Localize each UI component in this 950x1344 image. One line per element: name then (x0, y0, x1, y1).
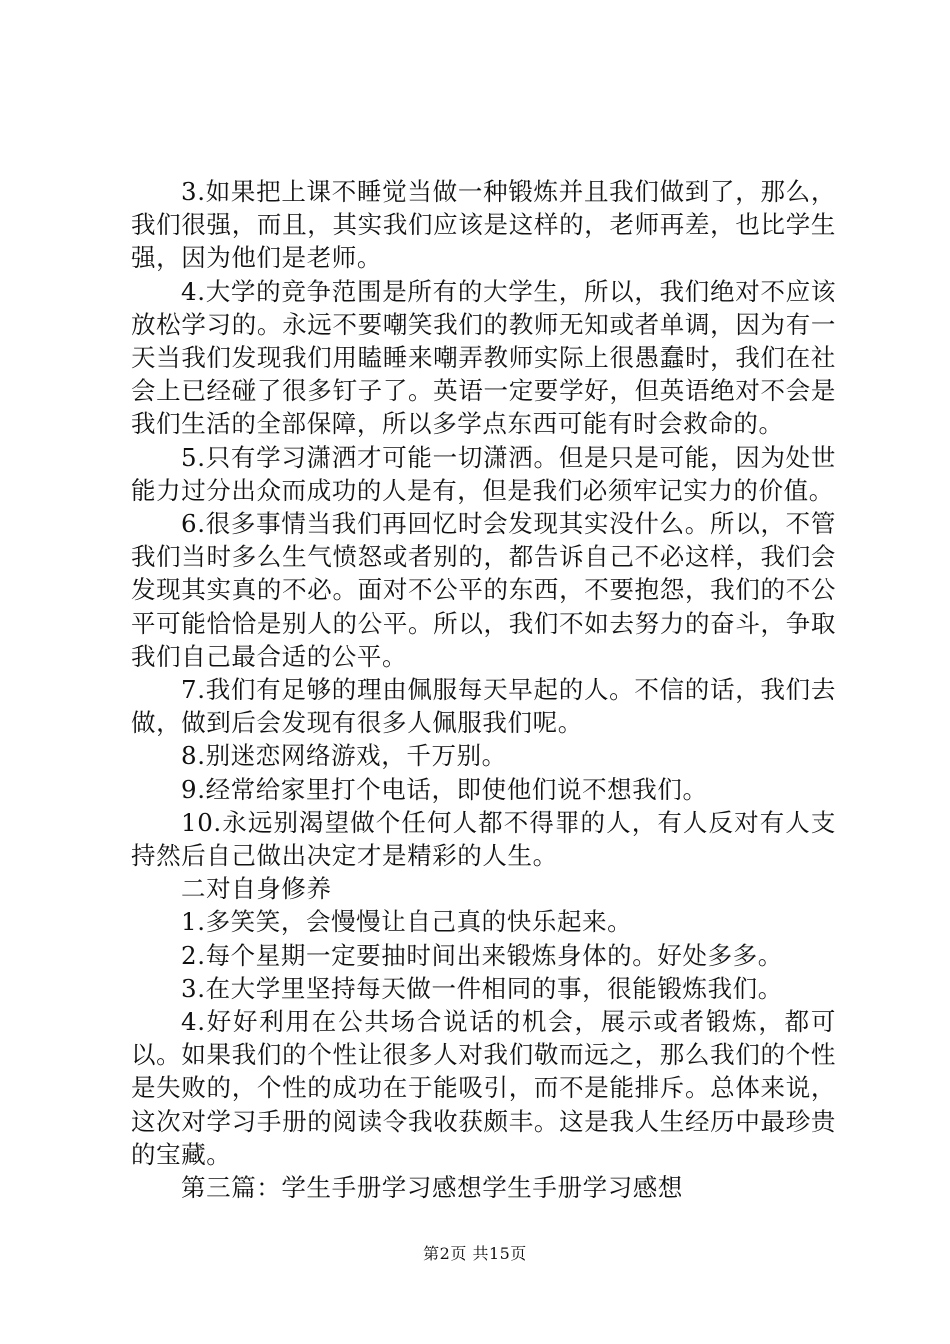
paragraph-item-2: 2.每个星期一定要抽时间出来锻炼身体的。好处多多。 (181, 940, 783, 970)
paragraph-item-5: 5.只有学习潇洒才可能一切潇洒。但是只是可能，因为处世能力过分出众而成功的人是有，但是我们必须牢记实力的价值。 (131, 442, 836, 505)
paragraph-item-1: 1.多笑笑，会慢慢让自己真的快乐起来。 (181, 907, 633, 937)
paragraph-item-9: 9.经常给家里打个电话，即使他们说不想我们。 (181, 774, 708, 804)
section-heading-self-cultivation: 二对自身修养 (181, 874, 332, 904)
paragraph-item-3: 3.如果把上课不睡觉当做一种锻炼并且我们做到了，那么，我们很强，而且，其实我们应该是这样的，老师再差，也比学生强，因为他们是老师。 (131, 177, 836, 273)
paragraph-item-8: 8.别迷恋网络游戏，千万别。 (181, 741, 507, 771)
page-number-footer: 第2页 共15页 (423, 1244, 527, 1263)
paragraph-item-4: 4.大学的竞争范围是所有的大学生，所以，我们绝对不应该放松学习的。永远不要嘲笑我们的教师无知或者单调，因为有一天当我们发现我们用瞌睡来嘲弄教师实际上很愚蠢时，我们在社会上已经碰了很多钉子了。英语一定要学好，但英语绝对不会是我们生活的全部保障，所以多学点东西可能有时会救命的。 (131, 276, 836, 439)
chapter-title: 第三篇：学生手册学习感想学生手册学习感想 (181, 1173, 683, 1203)
document-body (131, 175, 836, 1204)
paragraph-item-4b: 4.好好利用在公共场合说话的机会，展示或者锻炼，都可以。如果我们的个性让很多人对我们敬而远之，那么我们的个性是失败的，个性的成功在于能吸引，而不是能排斥。总体来说，这次对学习手册的阅读令我收获颇丰。这是我人生经历中最珍贵的宝藏。 (131, 1007, 836, 1169)
paragraph-item-10: 10.永远别渴望做个任何人都不得罪的人，有人反对有人支持然后自己做出决定才是精彩的人生。 (131, 807, 836, 871)
paragraph-item-6: 6.很多事情当我们再回忆时会发现其实没什么。所以，不管我们当时多么生气愤怒或者别的，都告诉自己不必这样，我们会发现其实真的不必。面对不公平的东西，不要抱怨，我们的不公平可能恰恰是别人的公平。所以，我们不如去努力的奋斗，争取我们自己最合适的公平。 (131, 509, 836, 671)
paragraph-item-3b: 3.在大学里坚持每天做一件相同的事，很能锻炼我们。 (181, 973, 783, 1003)
paragraph-item-7: 7.我们有足够的理由佩服每天早起的人。不信的话，我们去做，做到后会发现有很多人佩服我们呢。 (131, 675, 836, 738)
